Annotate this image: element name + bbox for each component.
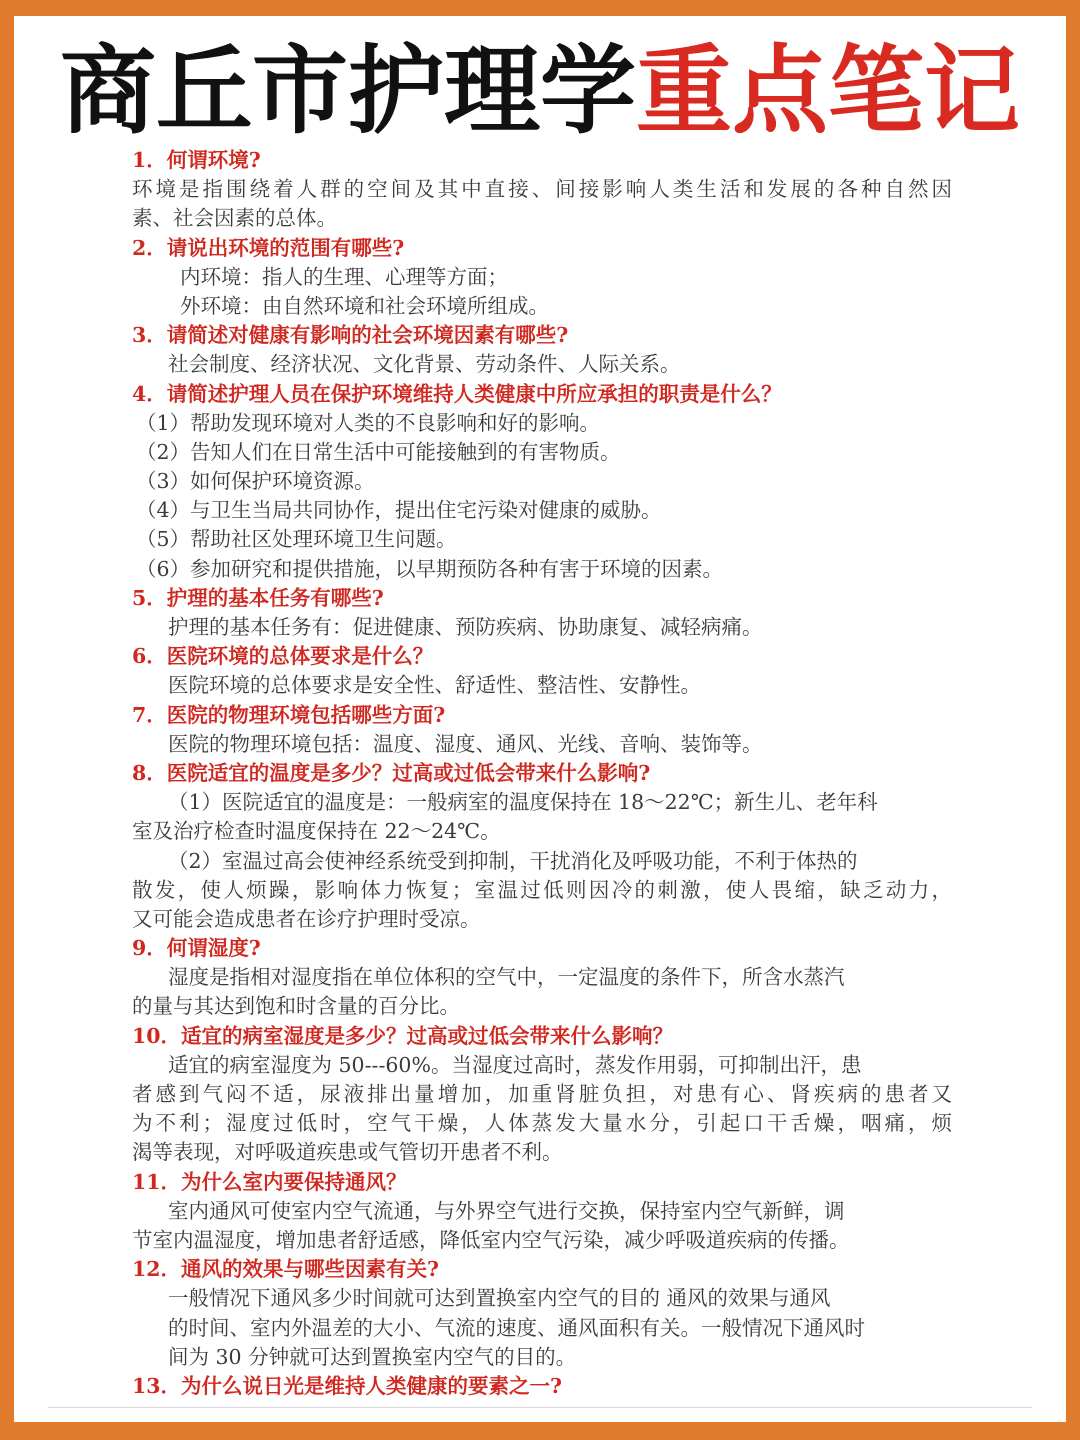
question-10: 10．适宜的病室湿度是多少？过高或过低会带来什么影响？ bbox=[132, 1023, 674, 1048]
answer-3-line-1: 社会制度、经济状况、文化背景、劳动条件、人际关系。 bbox=[168, 352, 681, 377]
answer-2-line-1: 内环境：指人的生理、心理等方面； bbox=[180, 264, 508, 289]
answer-4-item-6: （6）参加研究和提供措施，以早期预防各种有害于环境的因素。 bbox=[136, 556, 724, 581]
title-black-part: 商丘市护理学 bbox=[60, 35, 636, 147]
answer-2-line-2: 外环境：由自然环境和社会环境所组成。 bbox=[180, 293, 549, 318]
notes-content bbox=[132, 146, 952, 1401]
question-2: 2．请说出环境的范围有哪些? bbox=[132, 235, 405, 260]
answer-11-line-1: 室内通风可使室内空气流通，与外界空气进行交换，保持室内空气新鲜，调 bbox=[168, 1198, 845, 1223]
answer-1-line-2: 素、社会因素的总体。 bbox=[132, 206, 337, 231]
answer-5-line-1: 护理的基本任务有：促进健康、预防疾病、协助康复、减轻病痛。 bbox=[168, 615, 763, 639]
question-7: 7．医院的物理环境包括哪些方面? bbox=[132, 702, 446, 727]
answer-8-line-5: 又可能会造成患者在诊疗护理时受凉。 bbox=[132, 906, 481, 931]
question-6: 6．医院环境的总体要求是什么？ bbox=[132, 644, 434, 669]
answer-9-line-1: 湿度是指相对湿度指在单位体积的空气中，一定温度的条件下，所含水蒸汽 bbox=[168, 965, 845, 990]
note-page bbox=[14, 16, 1066, 1422]
answer-8-line-2: 室及治疗检查时温度保持在 22～24℃。 bbox=[132, 819, 501, 844]
question-13: 13．为什么说日光是维持人类健康的要素之一? bbox=[132, 1373, 563, 1398]
answer-10-line-3: 为不利；湿度过低时，空气干燥，人体蒸发大量水分，引起口干舌燥，咽痛，烦 bbox=[132, 1111, 952, 1136]
answer-4-item-3: （3）如何保护环境资源。 bbox=[136, 469, 375, 494]
answer-1-line-1: 环境是指围绕着人群的空间及其中直接、间接影响人类生活和发展的各种自然因 bbox=[132, 177, 952, 202]
question-1: 1．何谓环境? bbox=[132, 148, 261, 172]
answer-10-line-2: 者感到气闷不适，尿液排出量增加，加重肾脏负担，对患有心、肾疾病的患者又 bbox=[132, 1082, 952, 1106]
answer-10-line-1: 适宜的病室湿度为 50---60%。当湿度过高时，蒸发作用弱，可抑制出汗，患 bbox=[168, 1052, 862, 1077]
title-red-part: 重点笔记 bbox=[636, 35, 1020, 147]
answer-6-line-1: 医院环境的总体要求是安全性、舒适性、整洁性、安静性。 bbox=[168, 673, 701, 698]
answer-11-line-2: 节室内温湿度，增加患者舒适感，降低室内空气污染，减少呼吸道疾病的传播。 bbox=[132, 1227, 850, 1252]
page-title bbox=[14, 36, 1066, 146]
answer-8-line-3: （2）室温过高会使神经系统受到抑制，干扰消化及呼吸功能，不利于体热的 bbox=[168, 848, 858, 873]
question-9: 9．何谓湿度? bbox=[132, 936, 261, 961]
answer-4-item-2: （2）告知人们在日常生活中可能接触到的有害物质。 bbox=[136, 439, 621, 464]
answer-12-line-3: 间为 30 分钟就可达到置换室内空气的目的。 bbox=[168, 1344, 577, 1369]
answer-8-line-4: 散发，使人烦躁，影响体力恢复；室温过低则因冷的刺激，使人畏缩，缺乏动力， bbox=[132, 877, 952, 902]
question-11: 11．为什么室内要保持通风？ bbox=[132, 1169, 407, 1194]
answer-12-line-1: 一般情况下通风多少时间就可达到置换室内空气的目的 通风的效果与通风 bbox=[168, 1286, 831, 1311]
answer-7-line-1: 医院的物理环境包括：温度、湿度、通风、光线、音响、装饰等。 bbox=[168, 731, 763, 756]
answer-4-item-4: （4）与卫生当局共同协作，提出住宅污染对健康的威胁。 bbox=[136, 498, 662, 523]
bottom-divider bbox=[48, 1407, 1032, 1408]
question-12: 12．通风的效果与哪些因素有关? bbox=[132, 1257, 440, 1282]
answer-4-item-1: （1）帮助发现环境对人类的不良影响和好的影响。 bbox=[136, 410, 601, 435]
question-3: 3．请简述对健康有影响的社会环境因素有哪些? bbox=[132, 323, 569, 348]
answer-12-line-2: 的时间、室内外温差的大小、气流的速度、通风面积有关。一般情况下通风时 bbox=[168, 1315, 865, 1340]
question-5: 5．护理的基本任务有哪些? bbox=[132, 585, 384, 610]
question-4: 4．请简述护理人员在保护环境维持人类健康中所应承担的职责是什么？ bbox=[132, 381, 782, 406]
answer-4-item-5: （5）帮助社区处理环境卫生问题。 bbox=[136, 527, 457, 552]
question-8: 8．医院适宜的温度是多少？过高或过低会带来什么影响? bbox=[132, 760, 651, 785]
answer-10-line-4: 渴等表现，对呼吸道疾患或气管切开患者不利。 bbox=[132, 1140, 563, 1165]
answer-9-line-2: 的量与其达到饱和时含量的百分比。 bbox=[132, 994, 460, 1019]
answer-8-line-1: （1）医院适宜的温度是：一般病室的温度保持在 18～22℃；新生儿、老年科 bbox=[168, 790, 878, 815]
